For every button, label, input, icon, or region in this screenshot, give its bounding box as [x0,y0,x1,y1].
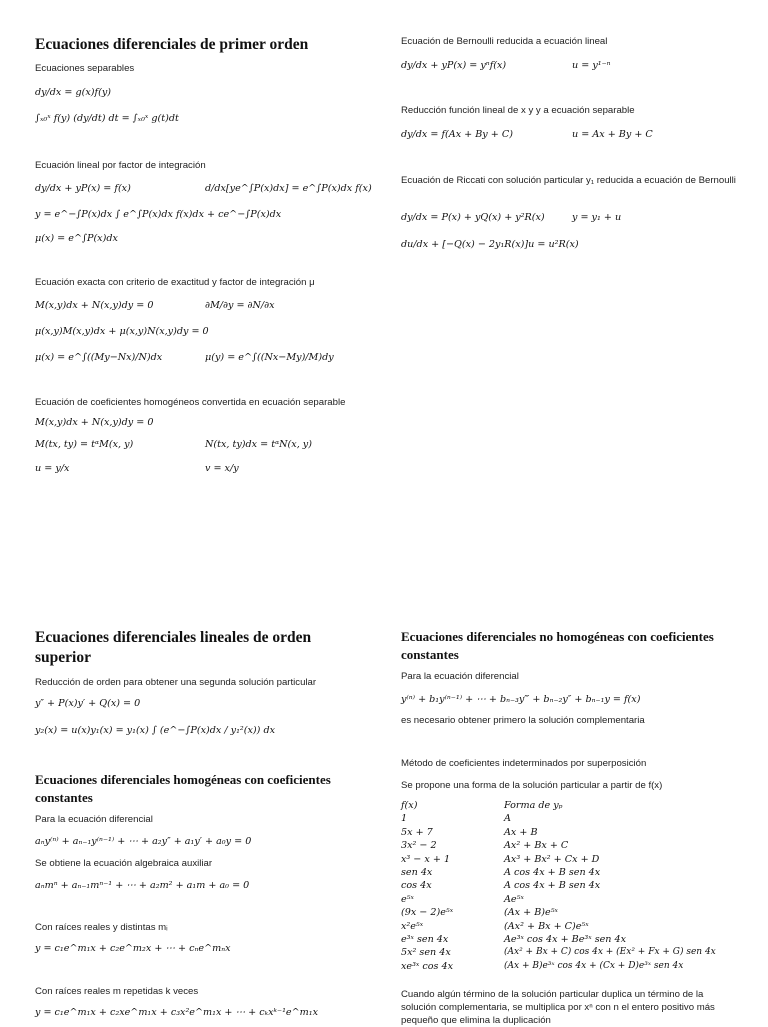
equation: y⁽ⁿ⁾ + b₁y⁽ⁿ⁻¹⁾ + ⋯ + bₙ₋₃y‴ + bₙ₋₂y″ + bₙ₋₁y = f(x) [401,694,641,705]
table-row [401,879,716,892]
page-1 [0,0,768,480]
table-cell: Ax² + Bx + C [504,840,569,852]
equation: d/dx[ye^∫P(x)dx] = e^∫P(x)dx f(x) [205,183,372,194]
table-row [401,812,716,825]
page-title: Ecuaciones diferenciales de primer orden [35,36,309,53]
equation: dy/dx = g(x)f(y) [35,87,111,98]
equation: u = Ax + By + C [572,129,653,140]
equation: y = e^−∫P(x)dx ∫ e^∫P(x)dx f(x)dx + ce^−∫P(x)dx [35,209,282,220]
equation: dy/dx + yP(x) = yⁿf(x) [401,60,507,71]
table-cell: (Ax + B)e⁵ˣ [504,907,558,919]
table-cell: 5x² sen 4x [401,947,451,959]
equation: du/dx + [−Q(x) − 2y₁R(x)]u = u²R(x) [401,239,579,250]
page-gap [0,480,768,540]
table-cell: sen 4x [401,867,433,879]
section-heading: Ecuación exacta con criterio de exactitud y factor de integración μ [35,277,315,288]
solution-form-table [401,799,716,973]
table-cell: x²e⁵ˣ [401,920,424,932]
section-title: Ecuaciones diferenciales homogéneas con coeficientes constantes [35,772,331,805]
section-title: Ecuaciones diferenciales no homogéneas con coeficientes constantes [401,629,714,662]
equation: M(x,y)dx + N(x,y)dy = 0 [35,300,154,311]
table-cell: (Ax + B)e³ˣ cos 4x + (Cx + D)e³ˣ sen 4x [504,960,684,971]
equation: M(x,y)dx + N(x,y)dy = 0 [35,417,154,428]
equation: ∂M/∂y = ∂N/∂x [205,300,275,311]
table-cell: e³ˣ sen 4x [401,934,449,946]
equation: dy/dx + yP(x) = f(x) [35,183,131,194]
section-heading: Con raíces reales m repetidas k veces [35,986,199,997]
equation: v = x/y [205,463,239,474]
table-cell: 5x + 7 [401,826,433,838]
section-heading: Ecuaciones separables [35,63,135,74]
equation: aₙy⁽ⁿ⁾ + aₙ₋₁y⁽ⁿ⁻¹⁾ + ⋯ + a₂y″ + a₁y′ + a₀y = 0 [35,836,252,847]
equation: y = c₁e^m₁x + c₂e^m₂x + ⋯ + cₙe^mₙx [35,943,231,954]
equation: y = c₁e^m₁x + c₂xe^m₁x + c₃x²e^m₁x + ⋯ + cₖxᵏ⁻¹e^m₁x [35,1007,318,1018]
page-2 [0,540,768,1024]
table-row [401,893,716,906]
section-heading: Ecuación de coeficientes homogéneos convertida en ecuación separable [35,397,346,408]
equation: y₂(x) = u(x)y₁(x) = y₁(x) ∫ (e^−∫P(x)dx / y₁²(x)) dx [35,725,276,736]
table-cell: (9x − 2)e⁵ˣ [401,907,454,919]
table-row [401,853,716,866]
table-cell: Ax³ + Bx² + Cx + D [504,853,600,865]
page-title: Ecuaciones diferenciales lineales de orden superior [35,629,312,666]
table-row [401,866,716,879]
section-heading: Para la ecuación diferencial [35,814,153,825]
table-cell: (Ax² + Bx + C)e⁵ˣ [504,920,589,932]
section-heading: Se propone una forma de la solución particular a partir de f(x) [401,780,663,791]
table-cell: A [504,813,511,825]
table-header-cell: Forma de yₚ [504,800,563,811]
table-header [401,799,716,812]
table-cell: xe³ˣ cos 4x [401,960,454,972]
table-cell: e⁵ˣ [401,893,414,905]
section-heading: Ecuación lineal por factor de integración [35,160,206,171]
equation: aₙmⁿ + aₙ₋₁mⁿ⁻¹ + ⋯ + a₂m² + a₁m + a₀ = 0 [35,880,250,891]
section-heading: Método de coeficientes indeterminados por superposición [401,758,647,769]
table-cell: x³ − x + 1 [401,853,451,865]
section-heading: Reducción función lineal de x y y a ecuación separable [401,105,635,116]
table-cell: 3x² − 2 [401,840,437,852]
table-cell: A cos 4x + B sen 4x [504,880,601,892]
note-text: Cuando algún término de la solución particular duplica un término de la solución complementaria, se multiplica por xⁿ con n el entero positivo más pequeño que elimina la duplicación [401,989,715,1026]
table-cell: 1 [401,813,408,825]
table-row [401,960,716,973]
equation: μ(y) = e^∫((Nx−My)/M)dy [205,352,334,363]
table-row [401,920,716,933]
equation: u = y/x [35,463,70,474]
equation: dy/dx = f(Ax + By + C) [401,129,513,140]
section-heading: Para la ecuación diferencial [401,671,519,682]
equation: N(tx, ty)dx = tᵅN(x, y) [205,439,312,450]
equation: M(tx, ty) = tᵅM(x, y) [35,439,134,450]
table-cell: A cos 4x + B sen 4x [504,867,601,879]
equation: y = y₁ + u [572,212,622,223]
section-heading: Se obtiene la ecuación algebraica auxiliar [35,858,213,869]
table-row [401,826,716,839]
equation: u = y¹⁻ⁿ [572,60,611,71]
table-cell: Ae³ˣ cos 4x + Be³ˣ sen 4x [504,934,627,946]
section-heading: Con raíces reales y distintas mᵢ [35,922,168,933]
table-cell: cos 4x [401,880,432,892]
table-cell: Ax + B [504,826,538,838]
equation: μ(x) = e^∫((My−Nx)/N)dx [35,352,163,363]
section-heading: Ecuación de Bernoulli reducida a ecuación lineal [401,36,608,47]
table-row [401,933,716,946]
table-row [401,946,716,959]
table-row [401,906,716,919]
table-cell: (Ax² + Bx + C) cos 4x + (Ex² + Fx + G) sen 4x [504,947,716,958]
table-row [401,839,716,852]
equation: y″ + P(x)y′ + Q(x) = 0 [35,698,141,709]
equation: μ(x,y)M(x,y)dx + μ(x,y)N(x,y)dy = 0 [35,326,209,337]
table-cell: Ae⁵ˣ [504,893,524,905]
equation: ∫ₓ₀ˣ f(y) (dy/dt) dt = ∫ₓ₀ˣ g(t)dt [35,113,179,124]
section-heading: Reducción de orden para obtener una segunda solución particular [35,677,317,688]
section-heading: es necesario obtener primero la solución complementaria [401,715,645,726]
equation: dy/dx = P(x) + yQ(x) + y²R(x) [401,212,545,223]
equation: μ(x) = e^∫P(x)dx [35,233,118,244]
table-header-cell: f(x) [401,800,418,811]
section-heading: Ecuación de Riccati con solución particular y₁ reducida a ecuación de Bernoulli [401,175,736,186]
